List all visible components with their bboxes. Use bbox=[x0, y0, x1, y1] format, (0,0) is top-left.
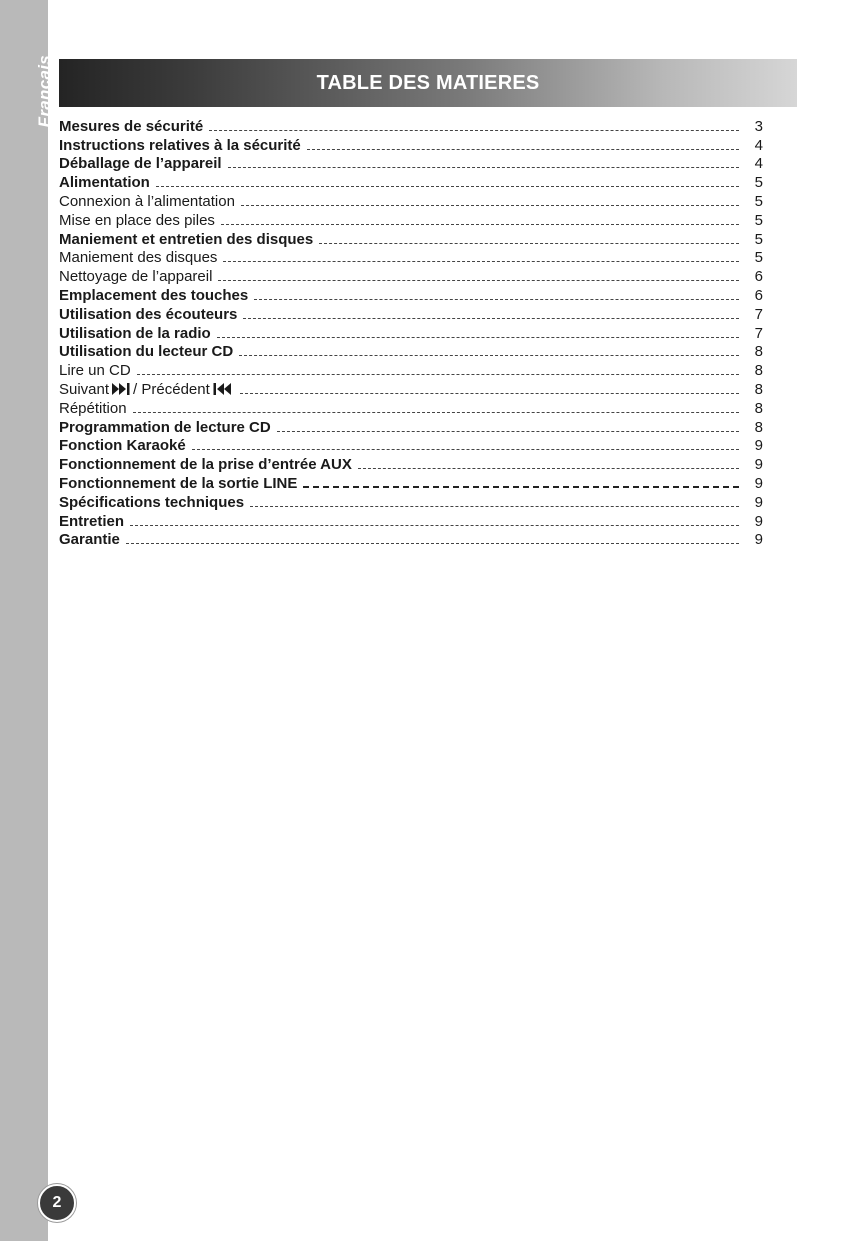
dot-leader bbox=[133, 412, 739, 413]
toc-entry-label: Lire un CD bbox=[59, 362, 131, 380]
toc-entry[interactable] bbox=[59, 360, 763, 379]
toc-entry-page: 8 bbox=[754, 343, 763, 361]
toc-entry-page: 6 bbox=[754, 268, 763, 286]
dot-leader bbox=[277, 431, 739, 432]
toc-entry[interactable] bbox=[59, 417, 763, 436]
dot-leader bbox=[303, 486, 739, 488]
toc-entry-label: Maniement des disques bbox=[59, 249, 218, 267]
dot-leader bbox=[192, 449, 739, 450]
toc-entry[interactable] bbox=[59, 342, 763, 361]
toc-entry-page: 8 bbox=[754, 418, 763, 436]
toc-entry[interactable] bbox=[59, 210, 763, 229]
toc-entry[interactable] bbox=[59, 379, 763, 398]
toc-entry[interactable] bbox=[59, 473, 763, 492]
toc-entry-page: 8 bbox=[754, 399, 763, 417]
toc-entry-label: Utilisation du lecteur CD bbox=[59, 343, 234, 361]
toc-entry[interactable] bbox=[59, 248, 763, 267]
toc-entry[interactable] bbox=[59, 266, 763, 285]
dot-leader bbox=[130, 525, 739, 526]
toc-entry-page: 9 bbox=[754, 456, 763, 474]
toc-entry[interactable] bbox=[59, 530, 763, 549]
dot-leader bbox=[221, 224, 739, 225]
page-number-badge: 2 bbox=[38, 1184, 76, 1222]
toc-entry-page: 7 bbox=[754, 324, 763, 342]
toc-entry-page: 6 bbox=[754, 286, 763, 304]
dot-leader bbox=[358, 468, 739, 469]
toc-entry[interactable] bbox=[59, 154, 763, 173]
dot-leader bbox=[137, 374, 739, 375]
toc-entry[interactable] bbox=[59, 436, 763, 455]
dot-leader bbox=[307, 149, 739, 150]
toc-entry-label: Entretien bbox=[59, 512, 125, 530]
page-title: TABLE DES MATIERES bbox=[316, 71, 540, 94]
toc-entry-label: Répétition bbox=[59, 399, 127, 417]
toc-entry-label: Instructions relatives à la sécurité bbox=[59, 136, 301, 154]
previous-track-icon bbox=[213, 383, 231, 395]
toc-entry[interactable] bbox=[59, 116, 763, 135]
toc-entry-label-part1: Suivant bbox=[59, 380, 110, 398]
toc-entry[interactable] bbox=[59, 229, 763, 248]
toc-entry-page: 7 bbox=[754, 305, 763, 323]
toc-entry[interactable] bbox=[59, 285, 763, 304]
toc-entry[interactable] bbox=[59, 492, 763, 511]
toc-entry-label: Alimentation bbox=[59, 174, 150, 192]
toc-entry-label: Mise en place des piles bbox=[59, 211, 215, 229]
toc-entry-page: 8 bbox=[754, 362, 763, 380]
toc-entry-page: 4 bbox=[754, 136, 763, 154]
dot-leader bbox=[239, 355, 739, 356]
toc-entry[interactable] bbox=[59, 172, 763, 191]
dot-leader bbox=[319, 243, 739, 244]
toc-entry[interactable] bbox=[59, 304, 763, 323]
toc-entry[interactable] bbox=[59, 511, 763, 530]
toc-entry-page: 9 bbox=[754, 437, 763, 455]
toc-entry-label: Utilisation de la radio bbox=[59, 324, 211, 342]
toc-entry-label: Garantie bbox=[59, 531, 120, 549]
toc-entry-label: Déballage de l’appareil bbox=[59, 155, 222, 173]
toc-entry-page: 9 bbox=[754, 493, 763, 511]
table-of-contents bbox=[59, 116, 763, 548]
toc-entry-label-part2: / Précédent bbox=[133, 380, 210, 398]
toc-entry-page: 5 bbox=[754, 211, 763, 229]
dot-leader bbox=[218, 280, 739, 281]
toc-entry-label: Connexion à l’alimentation bbox=[59, 192, 235, 210]
toc-entry-page: 4 bbox=[754, 155, 763, 173]
toc-entry[interactable] bbox=[59, 135, 763, 154]
dot-leader bbox=[209, 130, 739, 131]
dot-leader bbox=[126, 543, 739, 544]
toc-entry-label: Maniement et entretien des disques bbox=[59, 230, 314, 248]
dot-leader bbox=[223, 261, 739, 262]
toc-entry-label bbox=[59, 381, 240, 398]
toc-entry-page: 9 bbox=[754, 531, 763, 549]
toc-entry-label: Utilisation des écouteurs bbox=[59, 305, 238, 323]
next-track-icon bbox=[112, 383, 130, 395]
toc-entry[interactable] bbox=[59, 398, 763, 417]
language-sidebar bbox=[0, 0, 54, 1241]
dot-leader bbox=[217, 337, 739, 338]
toc-entry[interactable] bbox=[59, 191, 763, 210]
toc-entry-page: 3 bbox=[754, 117, 763, 135]
toc-entry-label: Fonction Karaoké bbox=[59, 437, 186, 455]
language-label: Français bbox=[35, 55, 54, 128]
toc-entry-page: 8 bbox=[754, 380, 763, 398]
toc-entry-page: 5 bbox=[754, 249, 763, 267]
toc-entry-label: Spécifications techniques bbox=[59, 493, 245, 511]
dot-leader bbox=[250, 506, 739, 507]
toc-entry-page: 5 bbox=[754, 174, 763, 192]
toc-entry[interactable] bbox=[59, 454, 763, 473]
toc-entry-label: Nettoyage de l’appareil bbox=[59, 268, 213, 286]
toc-entry-label: Fonctionnement de la prise d’entrée AUX bbox=[59, 456, 352, 474]
toc-entry-page: 5 bbox=[754, 192, 763, 210]
dot-leader bbox=[240, 393, 739, 394]
toc-entry-label: Fonctionnement de la sortie LINE bbox=[59, 474, 298, 492]
toc-entry-page: 5 bbox=[754, 230, 763, 248]
dot-leader bbox=[156, 186, 739, 187]
dot-leader bbox=[228, 167, 739, 168]
toc-entry-page: 9 bbox=[754, 512, 763, 530]
toc-entry-label: Mesures de sécurité bbox=[59, 117, 204, 135]
toc-entry-label: Programmation de lecture CD bbox=[59, 418, 271, 436]
title-banner bbox=[59, 59, 797, 107]
dot-leader bbox=[241, 205, 739, 206]
toc-entry[interactable] bbox=[59, 323, 763, 342]
toc-entry-label: Emplacement des touches bbox=[59, 286, 249, 304]
dot-leader bbox=[254, 299, 739, 300]
dot-leader bbox=[243, 318, 739, 319]
toc-entry-page: 9 bbox=[754, 474, 763, 492]
